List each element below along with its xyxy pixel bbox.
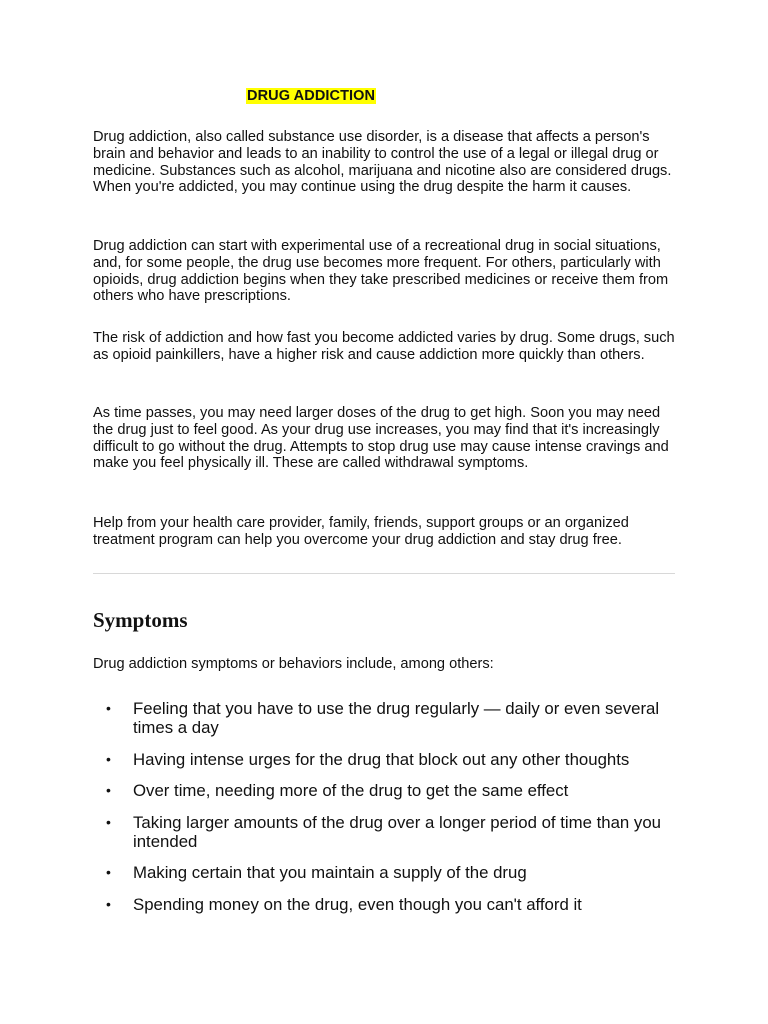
bullet-icon: • xyxy=(106,895,111,912)
paragraph-risk: The risk of addiction and how fast you become addicted varies by drug. Some drugs, such as opioid painkillers, have a higher risk and cause addiction more quickly than others. xyxy=(93,330,675,363)
bullet-icon: • xyxy=(106,700,111,716)
list-item xyxy=(106,895,666,914)
list-item xyxy=(106,813,666,852)
list-item-text: Taking larger amounts of the drug over a longer period of time than you intended xyxy=(133,812,661,852)
list-item-text: Having intense urges for the drug that block out any other thoughts xyxy=(133,749,630,769)
symptoms-heading: Symptoms xyxy=(93,608,188,632)
list-item-text: Spending money on the drug, even though you can't afford it xyxy=(133,894,582,914)
list-item-text: Feeling that you have to use the drug regularly — daily or even several times a day xyxy=(133,699,660,738)
bullet-icon: • xyxy=(106,782,111,799)
bullet-icon: • xyxy=(106,864,111,881)
symptoms-list xyxy=(106,699,666,926)
list-item xyxy=(106,699,666,738)
paragraph-help: Help from your health care provider, family, friends, support groups or an organized treatment program can help you overcome your drug addiction and stay drug free. xyxy=(93,515,629,548)
list-item xyxy=(106,781,666,800)
list-item xyxy=(106,863,666,882)
document-title: DRUG ADDICTION xyxy=(247,88,376,104)
list-item-text: Making certain that you maintain a supply of the drug xyxy=(133,863,527,883)
title-block xyxy=(246,87,376,105)
bullet-icon: • xyxy=(106,750,111,767)
symptoms-intro: Drug addiction symptoms or behaviors include, among others: xyxy=(93,656,494,672)
bullet-icon: • xyxy=(106,813,111,830)
paragraph-intro: Drug addiction, also called substance use disorder, is a disease that affects a person's brain and behavior and leads to an inability to control the use of a legal or illegal drug or medicine. Substances such as alcohol, marijuana and nicotine also are considered drugs. When you're addicted, you may continue using the drug despite the harm it causes. xyxy=(93,129,672,196)
paragraph-onset: Drug addiction can start with experimental use of a recreational drug in social situations, and, for some people, the drug use becomes more frequent. For others, particularly with opioids, drug addiction begins when they take prescribed medicines or receive them from others who have prescriptions. xyxy=(93,238,669,305)
list-item xyxy=(106,750,666,769)
section-divider xyxy=(93,573,675,574)
list-item-text: Over time, needing more of the drug to get the same effect xyxy=(133,781,569,801)
paragraph-tolerance: As time passes, you may need larger doses of the drug to get high. Soon you may need the drug just to feel good. As your drug use increases, you may find that it's increasingly difficult to go without the drug. Attempts to stop drug use may cause intense cravings and make you feel physically ill. These are called withdrawal symptoms. xyxy=(93,405,669,472)
